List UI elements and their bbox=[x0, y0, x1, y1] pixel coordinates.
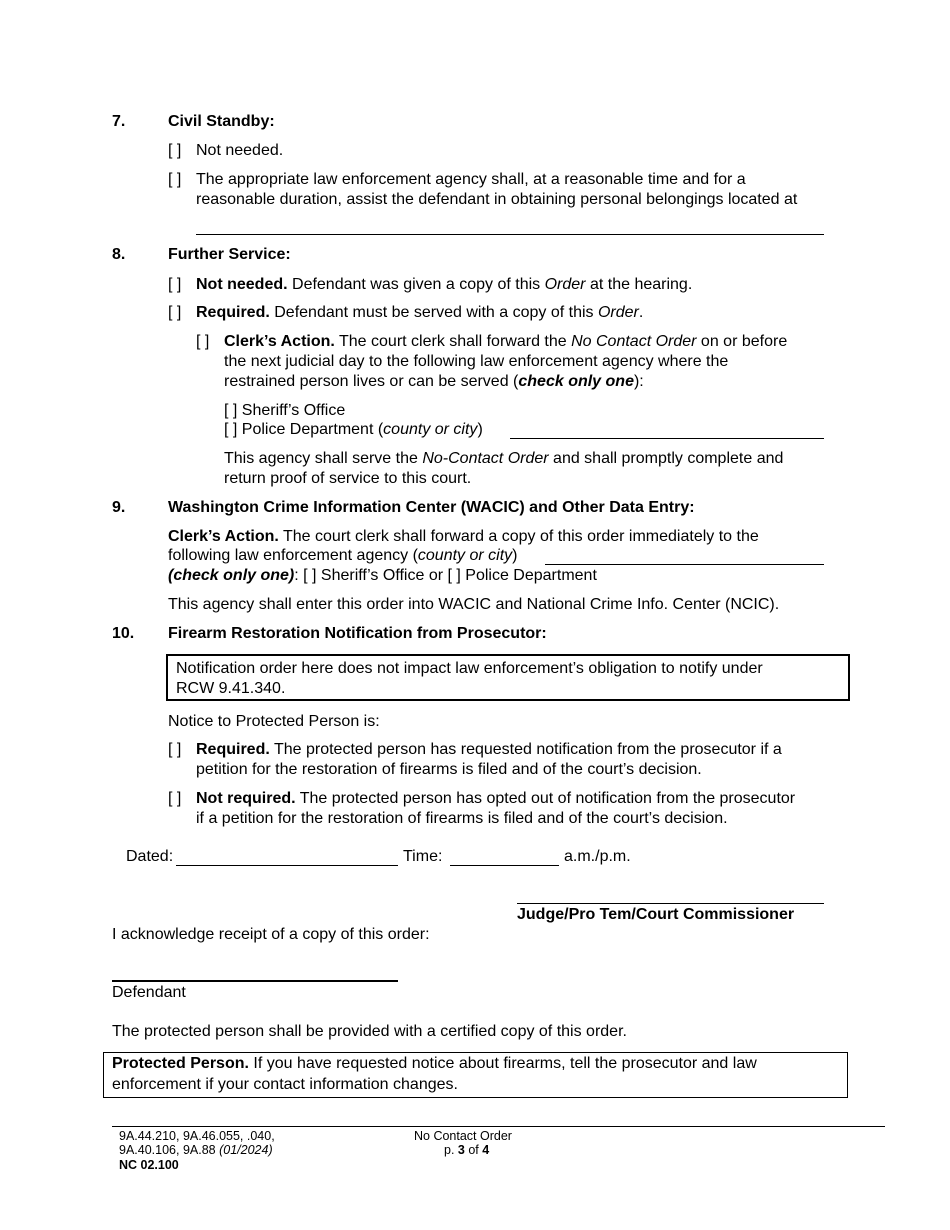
judge-signature-line[interactable] bbox=[517, 903, 824, 904]
agency-serve-line1: This agency shall serve the No-Contact Order and shall promptly complete and bbox=[224, 450, 784, 467]
acknowledge-text: I acknowledge receipt of a copy of this order: bbox=[112, 926, 430, 943]
defendant-signature-line[interactable] bbox=[112, 980, 398, 982]
footer-form-title: No Contact Order bbox=[414, 1129, 512, 1143]
ampm-label: a.m./p.m. bbox=[564, 848, 631, 865]
checkbox-service-not-needed[interactable]: [ ] bbox=[168, 276, 182, 293]
service-required-text: Required. Defendant must be served with a copy of this Order. bbox=[196, 304, 644, 321]
footer-rule bbox=[112, 1126, 885, 1127]
checkbox-clerk-action[interactable]: [ ] bbox=[196, 333, 210, 350]
wacic-county-city-field[interactable] bbox=[545, 564, 824, 565]
section-10-number: 10. bbox=[112, 625, 135, 642]
section-10-title: Firearm Restoration Notification from Prosecutor: bbox=[168, 625, 547, 642]
checkbox-civil-not-needed[interactable]: [ ] bbox=[168, 142, 182, 159]
time-label: Time: bbox=[403, 848, 443, 865]
certified-copy-text: The protected person shall be provided with a certified copy of this order. bbox=[112, 1023, 627, 1040]
civil-assist-line2: reasonable duration, assist the defendant in obtaining personal belongings located at bbox=[196, 191, 798, 208]
checkbox-notification-not-required[interactable]: [ ] bbox=[168, 790, 182, 807]
dated-label: Dated: bbox=[126, 848, 174, 865]
judge-signature-label: Judge/Pro Tem/Court Commissioner bbox=[517, 906, 795, 923]
defendant-label: Defendant bbox=[112, 984, 186, 1001]
belongings-location-field[interactable] bbox=[196, 234, 824, 235]
section-7-number: 7. bbox=[112, 113, 126, 130]
wacic-enter-text: This agency shall enter this order into WACIC and National Crime Info. Center (NCIC). bbox=[168, 596, 780, 613]
wacic-clerk-line1: Clerk’s Action. The court clerk shall forward a copy of this order immediately to the bbox=[168, 528, 759, 545]
section-9-title: Washington Crime Information Center (WACIC) and Other Data Entry: bbox=[168, 499, 695, 516]
clerk-action-line2: the next judicial day to the following law enforcement agency where the bbox=[224, 353, 729, 370]
time-field[interactable] bbox=[450, 865, 559, 866]
checkbox-notification-required[interactable]: [ ] bbox=[168, 741, 182, 758]
checkbox-civil-assist[interactable]: [ ] bbox=[168, 171, 182, 188]
firearm-notice-box bbox=[166, 654, 850, 701]
dated-field[interactable] bbox=[176, 865, 398, 866]
notification-required-line2: petition for the restoration of firearms is filed and of the court’s decision. bbox=[196, 761, 702, 778]
protected-person-box bbox=[103, 1052, 848, 1098]
clerk-action-line3: restrained person lives or can be served (check only one): bbox=[224, 373, 644, 390]
service-not-needed-text: Not needed. Defendant was given a copy of this Order at the hearing. bbox=[196, 276, 693, 293]
clerk-action-line1: Clerk’s Action. The court clerk shall forward the No Contact Order on or before bbox=[224, 333, 788, 350]
footer-rcw-line2: 9A.40.106, 9A.88 (01/2024) bbox=[119, 1143, 273, 1157]
checkbox-service-required[interactable]: [ ] bbox=[168, 304, 182, 321]
wacic-clerk-line2: following law enforcement agency (county or city) bbox=[168, 547, 518, 564]
protected-person-line2: enforcement if your contact information changes. bbox=[112, 1076, 458, 1093]
notification-not-required-line1: Not required. The protected person has opted out of notification from the prosecutor bbox=[196, 790, 796, 807]
notification-required-line1: Required. The protected person has requested notification from the prosecutor if a bbox=[196, 741, 782, 758]
section-9-number: 9. bbox=[112, 499, 126, 516]
police-county-city-field[interactable] bbox=[510, 438, 824, 439]
footer-page-number: p. 3 of 4 bbox=[444, 1143, 490, 1157]
notification-not-required-line2: if a petition for the restoration of firearms is filed and of the court’s decision. bbox=[196, 810, 728, 827]
footer-rcw-line1: 9A.44.210, 9A.46.055, .040, bbox=[119, 1129, 275, 1143]
notice-protected-person: Notice to Protected Person is: bbox=[168, 713, 380, 730]
wacic-check-only-one[interactable]: (check only one): [ ] Sheriff’s Office or [ ] Police Department bbox=[168, 567, 597, 584]
civil-assist-line1: The appropriate law enforcement agency shall, at a reasonable time and for a bbox=[196, 171, 746, 188]
firearm-notice-line2: RCW 9.41.340. bbox=[176, 680, 286, 697]
agency-serve-line2: return proof of service to this court. bbox=[224, 470, 472, 487]
section-8-title: Further Service: bbox=[168, 246, 291, 263]
section-7-title: Civil Standby: bbox=[168, 113, 275, 130]
sheriff-office-option[interactable]: [ ] Sheriff’s Office bbox=[224, 402, 346, 419]
section-8-number: 8. bbox=[112, 246, 126, 263]
footer-form-number: NC 02.100 bbox=[119, 1158, 179, 1172]
civil-not-needed-label: Not needed. bbox=[196, 142, 284, 159]
police-department-option[interactable]: [ ] Police Department (county or city) bbox=[224, 421, 483, 438]
protected-person-line1: Protected Person. If you have requested notice about firearms, tell the prosecutor and law bbox=[112, 1055, 757, 1072]
firearm-notice-line1: Notification order here does not impact law enforcement’s obligation to notify under bbox=[176, 660, 763, 677]
